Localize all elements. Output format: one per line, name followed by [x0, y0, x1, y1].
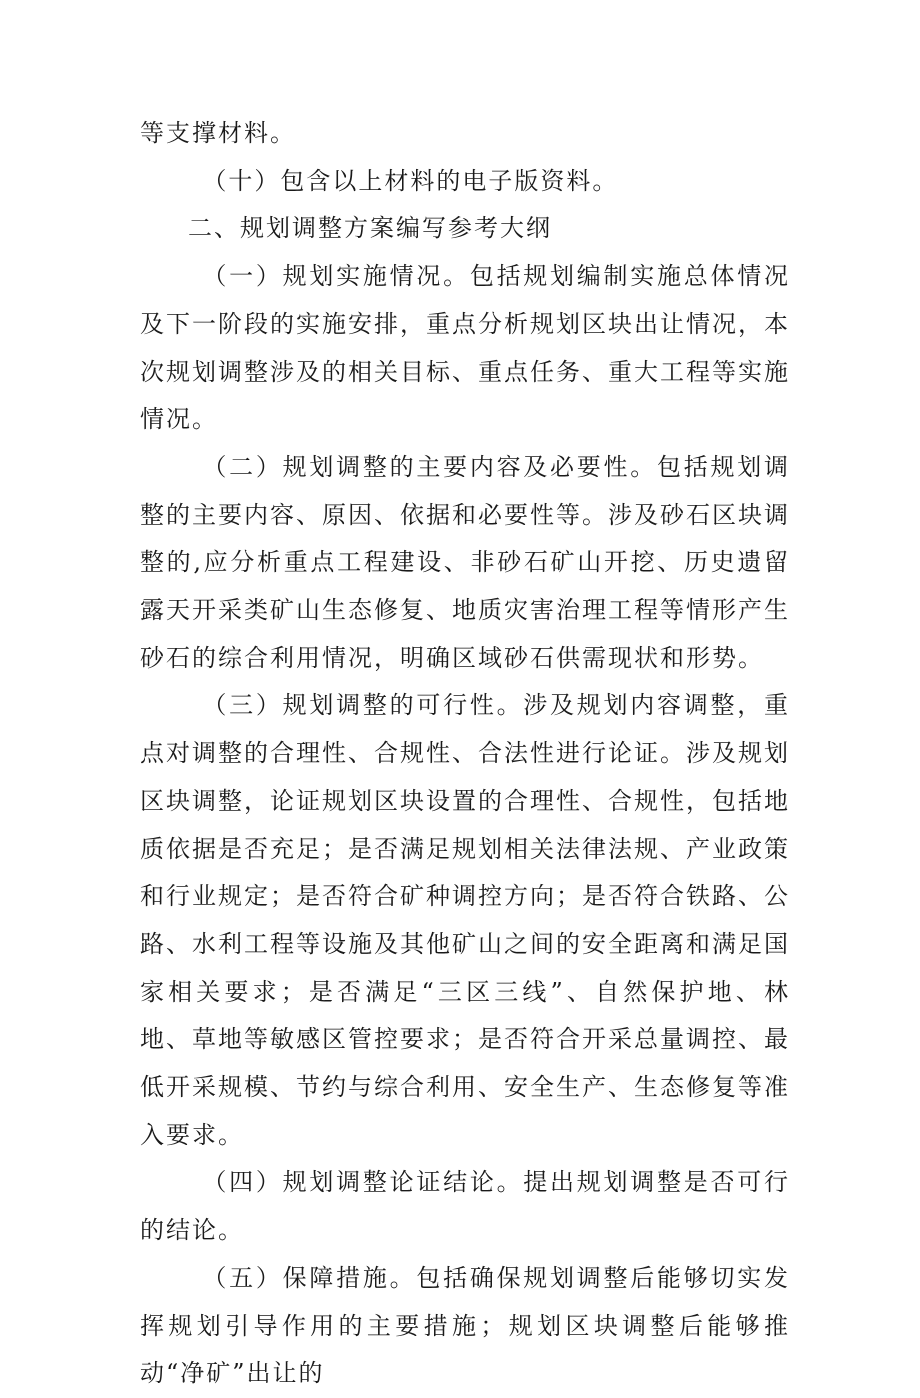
paragraph-item-4: （四）规划调整论证结论。提出规划调整是否可行的结论。 — [140, 1168, 790, 1245]
paragraph-item-5: （五）保障措施。包括确保规划调整后能够切实发挥规划引导作用的主要措施；规划区块调整后能够推动“净矿”出让的 — [140, 1263, 790, 1388]
document-body — [140, 110, 790, 1398]
paragraph-continuation: 等支撑材料。 — [140, 119, 296, 147]
paragraph-item-2: （二）规划调整的主要内容及必要性。包括规划调整的主要内容、原因、依据和必要性等。涉及砂石区块调整的,应分析重点工程建设、非砂石矿山开挖、历史遗留露天开采类矿山生态修复、地质灾害治理工程等情形产生砂石的综合利用情况，明确区域砂石供需现状和形势。 — [140, 452, 790, 672]
section-heading-2: 二、规划调整方案编写参考大纲 — [188, 214, 552, 243]
paragraph-item-10: （十）包含以上材料的电子版资料。 — [202, 166, 619, 195]
paragraph-item-3: （三）规划调整的可行性。涉及规划内容调整，重点对调整的合理性、合规性、合法性进行论证。涉及规划区块调整，论证规划区块设置的合理性、合规性，包括地质依据是否充足；是否满足规划相关法律法规、产业政策和行业规定；是否符合矿种调控方向；是否符合铁路、公路、水利工程等设施及其他矿山之间的安全距离和满足国家相关要求；是否满足“三区三线”、自然保护地、林地、草地等敏感区管控要求；是否符合开采总量调控、最低开采规模、节约与综合利用、安全生产、生态修复等准入要求。 — [140, 691, 790, 1149]
paragraph-item-1: （一）规划实施情况。包括规划编制实施总体情况及下一阶段的实施安排，重点分析规划区块出让情况，本次规划调整涉及的相关目标、重点任务、重大工程等实施情况。 — [140, 262, 790, 434]
